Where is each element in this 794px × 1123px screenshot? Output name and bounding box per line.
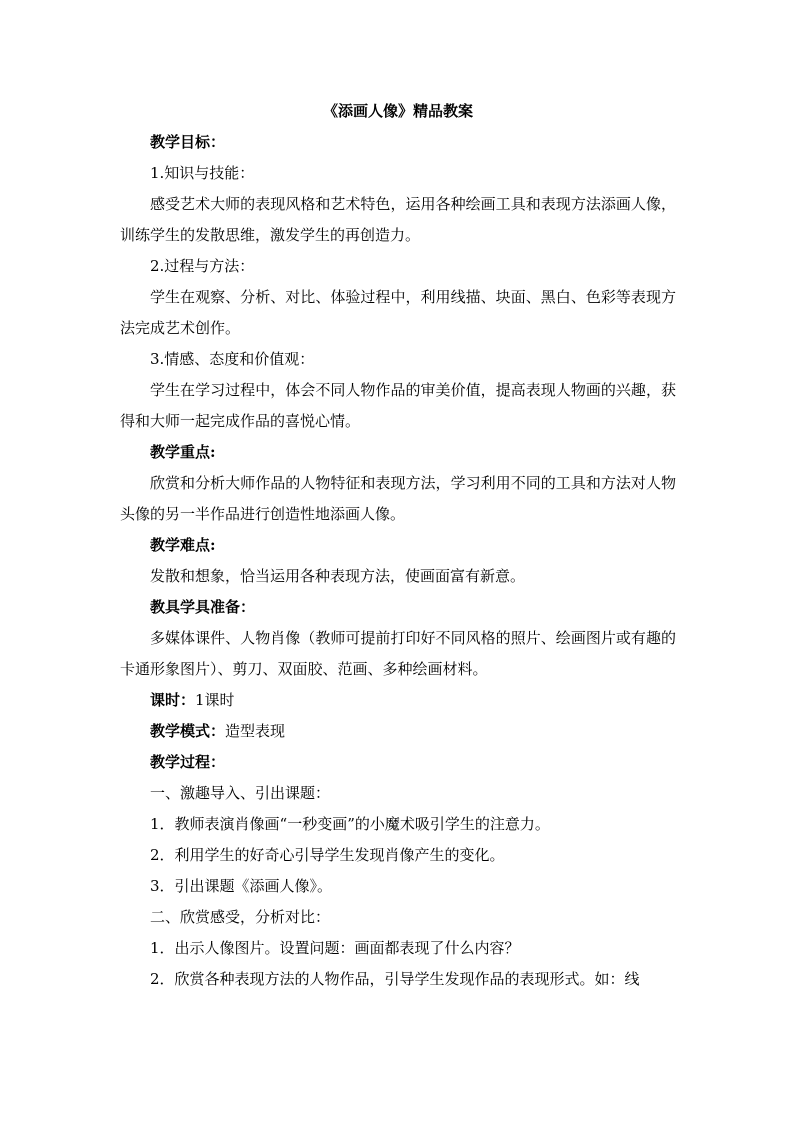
objective-2-heading: 2.过程与方法：: [150, 257, 255, 275]
objective-1-text: 感受艺术大师的表现风格和艺术特色，运用各种绘画工具和表现方法添画人像，训练学生的发散思维，激发学生的再创造力。: [120, 195, 676, 244]
key-point-heading: 教学重点:: [150, 443, 216, 461]
difficulty-text: 发散和想象，恰当运用各种表现方法，使画面富有新意。: [150, 567, 526, 585]
section-1-heading: 一、激趣导入、引出课题：: [150, 784, 331, 802]
objective-3-text: 学生在学习过程中，体会不同人物作品的审美价值，提高表现人物画的兴趣，获得和大师一起完成作品的喜悦心情。: [120, 381, 676, 430]
document-title: 《添画人像》精品教案: [322, 102, 473, 120]
section-2-item-2: 2．欣赏各种表现方法的人物作品，引导学生发现作品的表现形式。如：线: [150, 970, 640, 988]
teaching-mode-value: 造型表现: [225, 722, 286, 740]
difficulty-heading: 教学难点:: [150, 536, 216, 554]
key-point-text: 欣赏和分析大师作品的人物特征和表现方法，学习利用不同的工具和方法对人物头像的另一半作品进行创造性地添画人像。: [120, 474, 676, 523]
section-1-item-3: 3．引出课题《添画人像》。: [150, 877, 333, 895]
materials-text: 多媒体课件、人物肖像（教师可提前打印好不同风格的照片、绘画图片或有趣的卡通形象图片）、剪刀、双面胶、范画、多种绘画材料。: [120, 629, 676, 678]
teaching-mode-label: 教学模式：: [150, 722, 226, 740]
class-hours: [120, 685, 676, 716]
objective-2-text: 学生在观察、分析、对比、体验过程中，利用线描、块面、黑白、色彩等表现方法完成艺术创作。: [120, 288, 676, 337]
section-2-item-1: 1．出示人像图片。设置问题：画面都表现了什么内容？: [150, 939, 520, 957]
document-page: [120, 96, 676, 995]
class-hours-value: 1课时: [195, 691, 235, 709]
objective-1-heading: 1.知识与技能：: [150, 164, 255, 182]
class-hours-label: 课时：: [150, 691, 196, 709]
section-1-item-2: 2．利用学生的好奇心引导学生发现肖像产生的变化。: [150, 846, 505, 864]
objective-3-heading: 3.情感、态度和价值观：: [150, 350, 315, 368]
process-heading: 教学过程：: [150, 753, 226, 771]
section-2-heading: 二、欣赏感受，分析对比：: [150, 908, 331, 926]
objectives-heading: 教学目标：: [150, 133, 226, 151]
materials-heading: 教具学具准备：: [150, 598, 256, 616]
section-1-item-1: 1．教师表演肖像画“一秒变画”的小魔术吸引学生的注意力。: [150, 815, 550, 833]
teaching-mode: [120, 716, 676, 747]
